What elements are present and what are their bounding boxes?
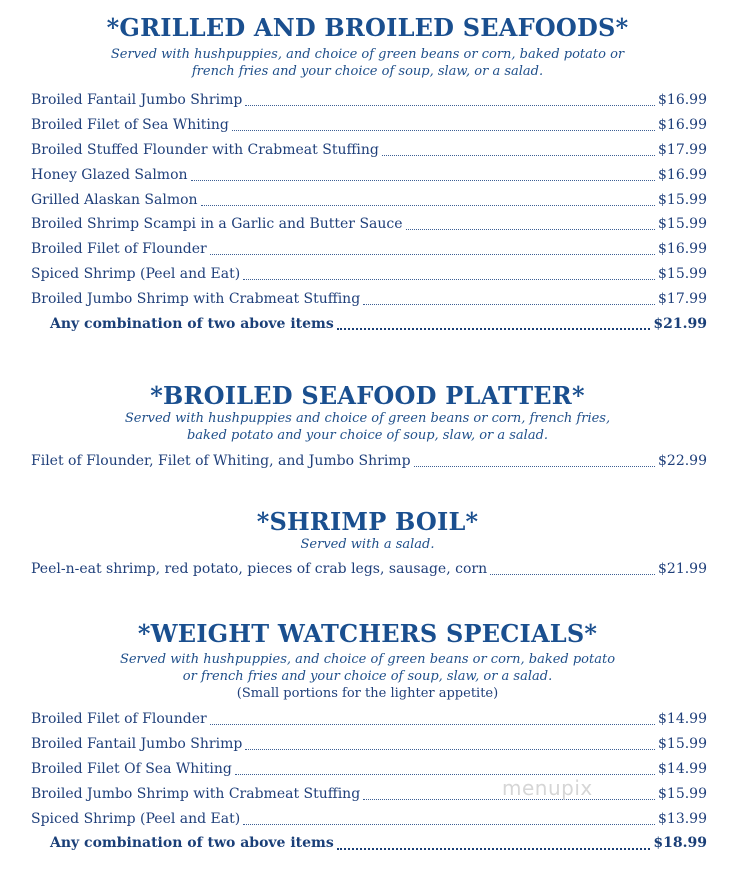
item-price: $16.99 <box>658 241 707 258</box>
item-price: $21.99 <box>658 561 707 578</box>
item-name: Spiced Shrimp (Peel and Eat) <box>31 265 241 282</box>
leader-dots <box>245 748 655 750</box>
item-name: Broiled Jumbo Shrimp with Crabmeat Stuffing <box>31 290 361 307</box>
menu-item <box>0 162 735 187</box>
menu-item <box>0 237 735 262</box>
item-name: Broiled Fantail Jumbo Shrimp <box>31 92 243 109</box>
menu-item <box>0 732 735 757</box>
section-weight-watchers-specials <box>0 620 735 856</box>
combo-name: Any combination of two above items <box>50 835 334 852</box>
menu-item <box>0 113 735 138</box>
menu-item <box>0 781 735 806</box>
section-grilled-broiled-seafoods <box>0 14 735 336</box>
item-price: $17.99 <box>658 141 707 158</box>
section-description-line: baked potato and your choice of soup, slaw, or a salad. <box>186 428 549 443</box>
leader-dots <box>232 129 655 131</box>
leader-dots <box>363 303 655 305</box>
leader-dots <box>210 723 655 725</box>
item-name: Broiled Filet of Sea Whiting <box>31 117 229 134</box>
menu-item <box>0 757 735 782</box>
menu-item <box>0 707 735 732</box>
item-price: $16.99 <box>658 92 707 109</box>
item-price: $14.99 <box>658 760 707 777</box>
leader-dots <box>406 228 655 230</box>
section-description-line: Served with hushpuppies and choice of green beans or corn, french fries, <box>124 411 611 426</box>
leader-dots <box>337 327 651 330</box>
section-description-line: Served with hushpuppies, and choice of green beans or corn, baked potato or <box>110 47 625 62</box>
menu-item <box>0 262 735 287</box>
item-name: Peel-n-eat shrimp, red potato, pieces of crab legs, sausage, corn <box>31 561 488 578</box>
combo-price: $18.99 <box>653 835 707 852</box>
leader-dots <box>414 465 655 467</box>
menu-item <box>0 449 735 474</box>
section-shrimp-boil <box>0 508 735 582</box>
leader-dots <box>337 847 651 850</box>
watermark-logo: menupix <box>502 776 593 800</box>
item-name: Filet of Flounder, Filet of Whiting, and Jumbo Shrimp <box>31 453 411 470</box>
leader-dots <box>235 773 655 775</box>
item-price: $13.99 <box>658 810 707 827</box>
section-description-line: or french fries and your choice of soup, slaw, or a salad. <box>182 669 553 684</box>
section-title: *SHRIMP BOIL* <box>256 507 479 536</box>
menu-item-list <box>0 557 735 582</box>
item-name: Broiled Stuffed Flounder with Crabmeat Stuffing <box>31 141 379 158</box>
combo-item <box>0 831 735 856</box>
item-price: $15.99 <box>658 216 707 233</box>
leader-dots <box>490 573 655 575</box>
item-price: $16.99 <box>658 166 707 183</box>
combo-name: Any combination of two above items <box>50 315 334 332</box>
item-name: Broiled Shrimp Scampi in a Garlic and Butter Sauce <box>31 216 403 233</box>
menu-item <box>0 138 735 163</box>
item-price: $17.99 <box>658 290 707 307</box>
item-name: Broiled Filet Of Sea Whiting <box>31 760 232 777</box>
menu-item <box>0 806 735 831</box>
menu-item <box>0 286 735 311</box>
item-price: $16.99 <box>658 117 707 134</box>
section-broiled-seafood-platter <box>0 382 735 474</box>
item-name: Broiled Fantail Jumbo Shrimp <box>31 736 243 753</box>
item-price: $22.99 <box>658 453 707 470</box>
leader-dots <box>210 253 655 255</box>
combo-item <box>0 311 735 336</box>
item-price: $15.99 <box>658 191 707 208</box>
item-price: $14.99 <box>658 711 707 728</box>
section-description-line: Served with a salad. <box>300 537 435 552</box>
menu-item-list <box>0 707 735 856</box>
item-name: Grilled Alaskan Salmon <box>31 191 198 208</box>
leader-dots <box>243 278 655 280</box>
leader-dots <box>201 204 655 206</box>
item-name: Honey Glazed Salmon <box>31 166 188 183</box>
leader-dots <box>243 823 655 825</box>
menu-item <box>0 212 735 237</box>
menu-item <box>0 557 735 582</box>
menu-item-list <box>0 88 735 336</box>
item-price: $15.99 <box>658 785 707 802</box>
item-price: $15.99 <box>658 265 707 282</box>
menu-item <box>0 187 735 212</box>
leader-dots <box>245 104 655 106</box>
item-name: Spiced Shrimp (Peel and Eat) <box>31 810 241 827</box>
menu-item <box>0 88 735 113</box>
leader-dots <box>191 179 655 181</box>
section-description-line: french fries and your choice of soup, slaw, or a salad. <box>191 64 544 79</box>
item-name: Broiled Jumbo Shrimp with Crabmeat Stuffing <box>31 785 361 802</box>
section-title: *BROILED SEAFOOD PLATTER* <box>150 381 585 410</box>
section-note: (Small portions for the lighter appetite) <box>236 686 499 701</box>
section-description-line: Served with hushpuppies, and choice of green beans or corn, baked potato <box>119 652 616 667</box>
leader-dots <box>382 154 655 156</box>
section-title: *WEIGHT WATCHERS SPECIALS* <box>137 619 598 648</box>
combo-price: $21.99 <box>653 315 707 332</box>
item-price: $15.99 <box>658 736 707 753</box>
section-title: *GRILLED AND BROILED SEAFOODS* <box>106 13 629 42</box>
menu-item-list <box>0 449 735 474</box>
item-name: Broiled Filet of Flounder <box>31 711 207 728</box>
item-name: Broiled Filet of Flounder <box>31 241 207 258</box>
